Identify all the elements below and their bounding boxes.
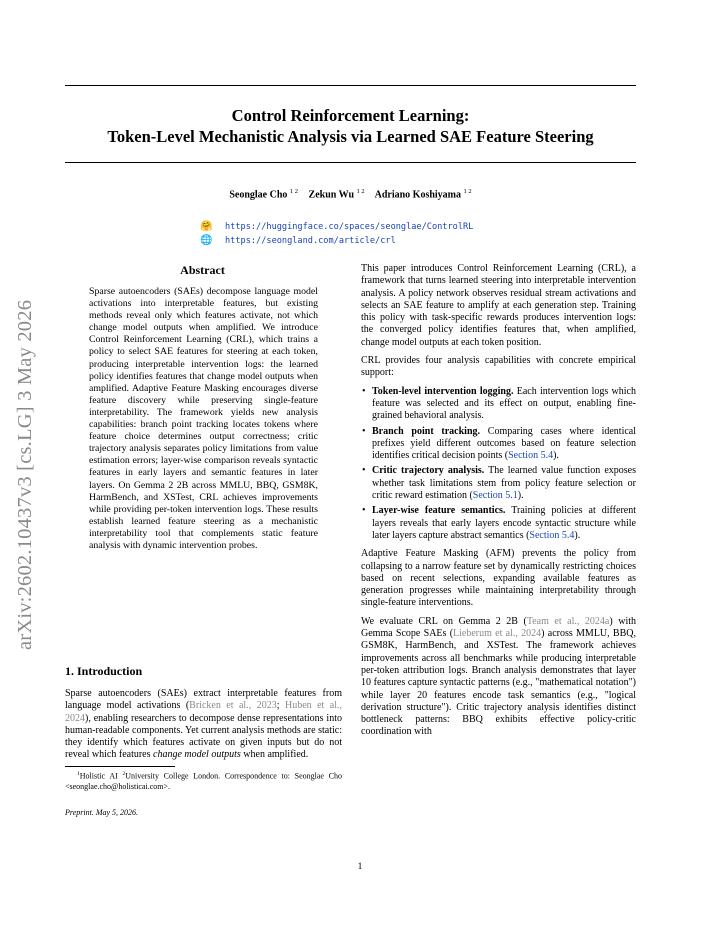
section-reference-link[interactable]: Section 5.1 xyxy=(472,490,518,502)
citation-link[interactable]: Bricken et al., 2023 xyxy=(189,700,277,712)
citation-link[interactable]: Team et al., 2024a xyxy=(526,615,610,627)
abstract-text: Sparse autoencoders (SAEs) decompose language model activations into interpretable features, but existing methods reveal only which features activate, not which change model outputs when amplified. We introduce Control Reinforcement Learning (CRL), which trains a policy to select SAE features for steering at each token, producing interpretable intervention logs: the learned policy identifies features that change model outputs when amplified. Adaptive Feature Masking encourages diverse feature discovery while preserving single-feature interpretability. The framework yields new analysis capabilities: branch point tracking locates tokens where feature choice determines output correctness; critic trajectory analysis separates policy limitations from value estimation errors; layer-wise comparison reveals syntactic features in early layers and semantic features in later layers. On Gemma 2 2B across MMLU, BBQ, GSM8K, HarmBench, and XSTest, CRL achieves improvements while providing per-token intervention logs. These results establish learned feature steering as a mechanistic interpretability tool that complements static feature analysis with dynamic intervention probes. xyxy=(89,286,318,551)
website-link[interactable]: https://seongland.com/article/crl xyxy=(225,235,396,246)
author-affiliation: 1 2 xyxy=(289,188,299,195)
top-rule xyxy=(65,85,636,86)
author-name: Seonglae Cho xyxy=(229,189,288,201)
section-reference-link[interactable]: Section 5.4 xyxy=(508,450,554,462)
preprint-note: Preprint. May 5, 2026. xyxy=(65,808,139,817)
link-row-website xyxy=(200,235,396,246)
list-item: • Layer-wise feature semantics. Training policies at different layers reveals that early layers encode syntactic structure while later layers capture abstract semantics (Section 5.4). xyxy=(362,505,637,541)
paragraph: Adaptive Feature Masking (AFM) prevents the policy from collapsing to a narrow feature set by dynamically restricting choices based on recent selections, expanding available features as generation progresses while maintaining interpretability through single-feature interventions. xyxy=(361,548,636,609)
section-reference-link[interactable]: Section 5.4 xyxy=(529,529,575,541)
section-heading-introduction: 1. Introduction xyxy=(65,664,143,678)
title-line-1: Control Reinforcement Learning: xyxy=(231,106,470,125)
citation-link[interactable]: Huben et al., 2024 xyxy=(65,700,343,724)
list-item: • Critic trajectory analysis. The learned value function exposes whether task limitations stem from policy feature selection or critic reward estimation (Section 5.1). xyxy=(362,465,636,502)
introduction-paragraph: Sparse autoencoders (SAEs) extract interpretable features from language model activations (Bricken et al., 2023; Huben et al., 2024), enabling researchers to decompose dense representations into human-readable components. Yet current analysis methods are static: they identify which features activate on given inputs but do not reveal which features change model outputs when amplified. xyxy=(65,688,343,761)
right-column xyxy=(361,263,636,745)
paragraph: This paper introduces Control Reinforcement Learning (CRL), a framework that turns learned steering into interpretable intervention analysis. A policy network observes residual stream activations and selects an SAE feature to amplify at each generation step. Training this policy with task-specific rewards produces intervention logs: the converged policy identifies features that, when amplified, change model outputs at each token position. xyxy=(361,263,636,348)
title-bottom-rule xyxy=(65,162,636,163)
author-name: Zekun Wu xyxy=(308,189,355,201)
hugging-face-icon: 🤗 xyxy=(200,221,213,232)
list-item: • Branch point tracking. Comparing cases where identical prefixes yield different outcomes based on feature selection identifies critical decision points (Section 5.4). xyxy=(362,425,637,462)
capability-list xyxy=(361,386,636,543)
citation-link[interactable]: Lieberum et al., 2024 xyxy=(453,628,542,640)
paragraph: We evaluate CRL on Gemma 2 2B (Team et al., 2024a) with Gemma Scope SAEs (Lieberum et al., 2024) across MMLU, BBQ, GSM8K, HarmBench, and XSTest. The framework achieves improvements across all benchmarks while producing interpretable per-token attribution logs. Branch analysis demonstrates that layer 10 features capture syntactic patterns (e.g., "mathematical notation") while layer 20 features encode task semantics (e.g., "logical derivation structure"). Critic trajectory analysis identifies distinct bottleneck patterns: BBQ exhibits effective policy-critic coordination with xyxy=(361,615,636,738)
list-item: • Token-level intervention logging. Each intervention logs which feature was selected and its effect on output, enabling fine-grained behavioral analysis. xyxy=(362,385,636,422)
footnote-rule xyxy=(65,766,175,767)
author-affiliation: 1 2 xyxy=(463,188,472,195)
title-line-2: Token-Level Mechanistic Analysis via Learned SAE Feature Steering xyxy=(107,127,594,146)
author-affiliation: 1 2 xyxy=(356,188,365,195)
arxiv-stamp: arXiv:2602.10437v3 [cs.LG] 3 May 2026 xyxy=(14,299,36,650)
author-name: Adriano Koshiyama xyxy=(374,189,462,201)
author-list xyxy=(65,188,636,200)
affiliation-footnote: $^1$Holistic AI $^2$University College London. Correspondence to: Seonglae Cho <seonglae.cho@holisticai.com>. xyxy=(65,771,342,792)
paragraph: CRL provides four analysis capabilities with concrete empirical support: xyxy=(361,355,636,379)
globe-icon: 🌐 xyxy=(200,235,213,246)
link-row-huggingface xyxy=(200,221,473,232)
page-number: 1 xyxy=(357,862,363,872)
huggingface-link[interactable]: https://huggingface.co/spaces/seonglae/ControlRL xyxy=(225,221,474,232)
abstract-heading: Abstract xyxy=(180,263,225,277)
paper-title xyxy=(65,105,636,147)
